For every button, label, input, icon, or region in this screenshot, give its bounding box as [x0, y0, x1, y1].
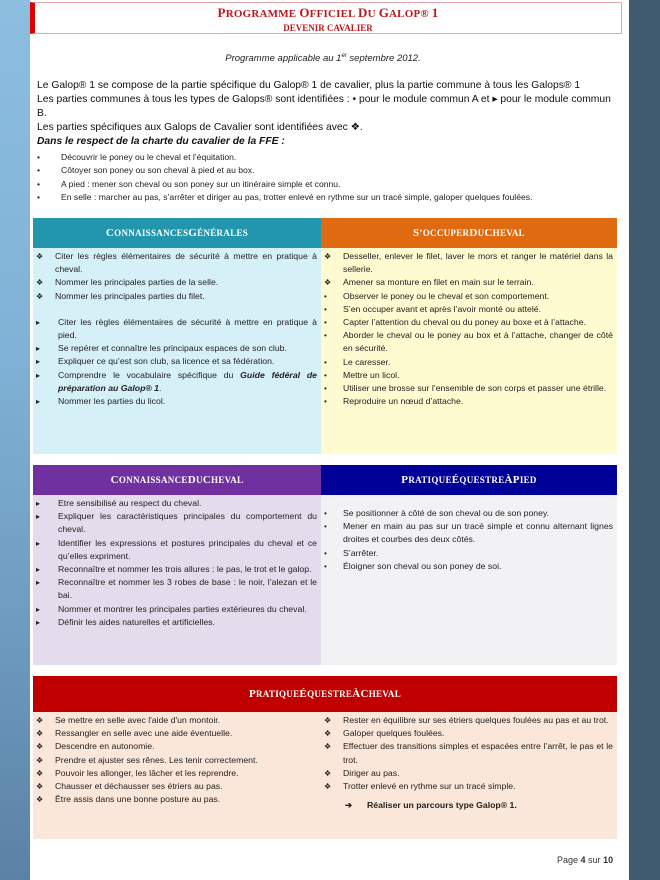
list-item [33, 793, 321, 806]
bullet-icon: • [324, 304, 327, 314]
list-item [33, 342, 321, 355]
triangle-bullet-icon: ▸ [36, 357, 41, 367]
list-item-text: Expliquer les caractéristiques principales du comportement du cheval. [58, 511, 317, 535]
list-item [33, 754, 321, 767]
section-header: S ’OCCUPER D U C HEVAL [321, 218, 617, 248]
list-item-text: Se repérer et connaître les principaux espaces de son club. [58, 343, 287, 354]
list-item-text: Se mettre en selle avec l'aide d'un montoir. [55, 715, 221, 725]
list-item [321, 714, 617, 727]
bullet-icon: • [324, 397, 327, 407]
section-header: P RATIQUE É QUESTRE À C HEVAL [33, 676, 617, 712]
list-item-text: Comprendre le vocabulaire spécifique du Guide fédéral de préparation au Galop® 1. [58, 369, 317, 393]
list-item [321, 740, 617, 766]
bullet-icon: • [324, 509, 327, 518]
triangle-bullet-icon: ▸ [36, 512, 41, 522]
page-subtitle: DEVENIR CAVALIER [283, 23, 373, 33]
list-item [33, 616, 321, 629]
list-item [321, 303, 617, 316]
list-item [321, 276, 617, 289]
list-item [321, 290, 617, 303]
section-header: C ONNAISSANCES G ÉNÉRALES [33, 218, 321, 248]
bullet-icon: • [324, 548, 327, 558]
intro-line-1: Le Galop® 1 se compose de la partie spécifique du Galop® 1 de cavalier, plus la partie commune à tous les Galops® 1 [37, 80, 581, 91]
section-pratique-a-cheval [33, 676, 617, 839]
list-item [33, 510, 321, 536]
list-item [321, 560, 617, 573]
diamond-bullet-icon: ❖ [36, 782, 44, 792]
list-item-text: Citer les règles élémentaires de sécurité à mettre en pratique à cheval. [55, 251, 317, 275]
charte-item-text: Côtoyer son poney ou son cheval à pied et au box. [61, 165, 255, 176]
diamond-bullet-icon: ❖ [324, 252, 332, 261]
diamond-bullet-icon: ❖ [36, 742, 44, 752]
bullet-icon: • [324, 561, 327, 571]
charte-item-text: Découvrir le poney ou le cheval et l’équitation. [61, 152, 237, 162]
charte-item [37, 191, 622, 204]
intro-line-2: Les parties communes à tous les types de Galops® sont identifiées : • pour le module commun A et ▸ pour le module commun B. [37, 94, 611, 119]
list-item [321, 767, 617, 780]
list-item [321, 329, 617, 355]
section-body [321, 248, 617, 454]
list-item-text: Éloigner son cheval ou son poney de soi. [343, 560, 502, 571]
bullet-icon: • [37, 192, 41, 203]
bullet-icon: • [324, 318, 327, 328]
list-item-text: Identifier les expressions et postures principales du cheval et ce qu’elles expriment. [58, 537, 317, 561]
list-item-text: Définir les aides naturelles et artificielles. [58, 616, 215, 627]
applicable-text: Programme applicable au 1 [225, 53, 342, 65]
applicable-sup: er [341, 53, 347, 59]
charte-heading: Dans le respect de la charte du cavalier de la FFE : [37, 136, 285, 147]
triangle-bullet-icon: ▸ [36, 604, 41, 614]
triangle-bullet-icon: ▸ [36, 344, 41, 354]
triangle-bullet-icon: ▸ [36, 578, 41, 588]
list-item-text: Capter l’attention du cheval ou du poney au boxe et à l’attache. [343, 317, 586, 328]
list-item-text: Pouvoir les allonger, les lâcher et les reprendre. [55, 767, 239, 778]
list-item-text: Nommer et montrer les principales parties extérieures du cheval. [58, 603, 307, 614]
intro-line-3: Les parties spécifiques aux Galops de Cavalier sont identifiées avec ❖. [37, 122, 363, 133]
diamond-bullet-icon: ❖ [36, 291, 44, 301]
list-item [33, 537, 321, 563]
list-item [33, 290, 321, 303]
background-left [0, 0, 30, 880]
list-item-text: Observer le poney ou le cheval et son comportement. [343, 290, 550, 301]
list-item [33, 395, 321, 408]
list-item [321, 727, 617, 740]
list-item-text: Nommer les principales parties du filet. [55, 290, 205, 301]
list-item-text: S’arrêter. [343, 547, 379, 558]
section-body [33, 495, 321, 665]
page-number [557, 855, 613, 865]
list-item [321, 547, 617, 560]
list-item-text: Utiliser une brosse sur l’ensemble de son corps et passer une étrille. [343, 383, 607, 394]
spacer [33, 303, 321, 316]
list-item [33, 316, 321, 342]
charte-item [37, 178, 622, 191]
bullet-icon: • [324, 291, 327, 301]
list-item-text: Aborder le cheval ou le poney au box et à l’attache, changer de côté en sécurité. [343, 330, 613, 354]
diamond-bullet-icon: ❖ [36, 795, 44, 805]
charte-item-text: En selle : marcher au pas, s’arrêter et diriger au pas, trotter enlevé en rythme sur un tracé simple, galoper quelques foulées. [61, 192, 533, 203]
triangle-bullet-icon: ▸ [36, 499, 41, 508]
bullet-icon: • [324, 370, 327, 380]
bullet-icon: • [324, 522, 327, 532]
list-item-text: S’en occuper avant et après l’avoir monté ou attelé. [343, 303, 541, 314]
list-item [321, 356, 617, 369]
list-item [33, 276, 321, 289]
list-item [321, 316, 617, 329]
section-header: P RATIQUE É QUESTRE À P IED [321, 465, 617, 495]
page-current: 4 [580, 855, 586, 865]
list-item-text: Etre sensibilisé au respect du cheval. [58, 498, 202, 508]
section-connaissances-generales [33, 218, 321, 454]
list-item [33, 780, 321, 793]
section-body [321, 495, 617, 665]
list-item-text: Galoper quelques foulées. [343, 728, 445, 739]
page-title: PROGRAMME OFFICIEL DU GALOP® 1 [217, 5, 439, 20]
diamond-bullet-icon: ❖ [36, 716, 44, 725]
triangle-bullet-icon: ▸ [36, 317, 41, 327]
list-item [33, 727, 321, 740]
list-item-text: Reproduire un nœud d’attache. [343, 396, 464, 407]
bullet-icon: • [324, 357, 327, 367]
list-item-text: Chausser et déchausser ses étriers au pas. [55, 781, 223, 792]
page-label: Page [557, 855, 581, 865]
list-item [33, 740, 321, 753]
list-item [33, 714, 321, 727]
list-item [321, 507, 617, 520]
list-item-text: Nommer les parties du licol. [58, 396, 166, 407]
bullet-icon: • [37, 152, 41, 162]
section-pratique-a-pied [321, 465, 617, 665]
diamond-bullet-icon: ❖ [36, 729, 44, 739]
final-goal [321, 799, 617, 812]
list-item [321, 520, 617, 546]
final-goal-text: Réaliser un parcours type Galop® 1. [367, 800, 517, 811]
diamond-bullet-icon: ❖ [36, 252, 44, 261]
list-item-text: Être assis dans une bonne posture au pas. [55, 794, 221, 805]
list-item [33, 369, 321, 395]
list-item-text: Effectuer des transitions simples et espacées entre l’arrêt, le pas et le trot. [343, 741, 613, 765]
triangle-bullet-icon: ▸ [36, 370, 41, 380]
list-item [321, 780, 617, 793]
section-body [33, 248, 321, 454]
title-box [30, 2, 622, 34]
list-item-text: Le caresser. [343, 356, 391, 367]
bullet-icon: • [37, 165, 41, 176]
list-item [321, 369, 617, 382]
list-item [33, 355, 321, 368]
arrow-right-icon: ➔ [345, 800, 353, 811]
list-item [321, 382, 617, 395]
list-item-text: Nommer les principales parties de la selle. [55, 277, 219, 288]
list-item-text: Ressangler en selle avec une aide éventuelle. [55, 728, 233, 739]
list-item-text: Mener en main au pas sur un tracé simple et connu alternant lignes droites et courbes des deux côtés. [343, 521, 613, 545]
list-item-text: Rester en équilibre sur ses étriers quelques foulées au pas et au trot. [343, 715, 609, 725]
triangle-bullet-icon: ▸ [36, 565, 41, 575]
list-item-text: Se positionner à côté de son cheval ou de son poney. [343, 508, 550, 518]
list-item-text: Citer les règles élémentaires de sécurité à mettre en pratique à pied. [58, 316, 317, 341]
section-connaissance-du-cheval [33, 465, 321, 665]
diamond-bullet-icon: ❖ [36, 755, 44, 765]
list-item-text: Descendre en autonomie. [55, 741, 155, 752]
list-item-text: Amener sa monture en filet en main sur le terrain. [343, 277, 534, 288]
bullet-icon: • [37, 178, 41, 189]
list-item-text: Expliquer ce qu’est son club, sa licence et sa fédération. [58, 356, 275, 367]
list-item-text: Reconnaître et nommer les 3 robes de base : le noir, l’alezan et le bai. [58, 577, 317, 601]
list-item [33, 250, 321, 276]
intro-text [37, 79, 622, 149]
list-item [33, 497, 321, 510]
page-total: 10 [603, 855, 614, 865]
section-header: C ONNAISSANCE D U C HEVAL [33, 465, 321, 495]
list-item-text: Prendre et ajuster ses rênes. Les tenir correctement. [55, 754, 258, 765]
diamond-bullet-icon: ❖ [324, 782, 332, 792]
diamond-bullet-icon: ❖ [324, 768, 332, 778]
section-soccuper-du-cheval [321, 218, 617, 454]
diamond-bullet-icon: ❖ [324, 729, 332, 739]
list-item-text: Mettre un licol. [343, 369, 400, 380]
diamond-bullet-icon: ❖ [324, 742, 332, 752]
bullet-icon: • [324, 331, 327, 341]
triangle-bullet-icon: ▸ [36, 538, 41, 548]
right-column [321, 714, 617, 839]
applicable-date [30, 53, 616, 64]
list-item-text: Desseller, enlever le filet, laver le mors et ranger le matériel dans la sellerie. [343, 251, 613, 275]
charte-item [37, 151, 622, 164]
bullet-icon: • [324, 384, 327, 394]
charte-list [37, 151, 622, 205]
list-item [321, 395, 617, 408]
diamond-bullet-icon: ❖ [36, 278, 44, 288]
list-item-text: Trotter enlevé en rythme sur un tracé simple. [343, 781, 516, 792]
background-right [629, 0, 660, 880]
charte-item-text: A pied : mener son cheval ou son poney sur un itinéraire simple et connu. [61, 178, 341, 189]
diamond-bullet-icon: ❖ [36, 768, 44, 778]
list-item-text: Reconnaître et nommer les trois allures : le pas, le trot et le galop. [58, 564, 312, 575]
list-item [33, 576, 321, 602]
triangle-bullet-icon: ▸ [36, 617, 41, 627]
diamond-bullet-icon: ❖ [324, 278, 332, 288]
guide-title: Guide fédéral de préparation au Galop® 1 [58, 369, 317, 393]
section-body [33, 712, 617, 839]
list-item [321, 250, 617, 276]
document-page [30, 0, 629, 880]
page-sep: sur [585, 855, 604, 865]
left-column [33, 714, 321, 839]
applicable-text-end: septembre 2012. [346, 53, 421, 65]
list-item [33, 603, 321, 616]
diamond-bullet-icon: ❖ [324, 716, 332, 725]
list-item-text: Diriger au pas. [343, 767, 400, 778]
list-item [33, 563, 321, 576]
charte-item [37, 164, 622, 177]
triangle-bullet-icon: ▸ [36, 397, 41, 407]
list-item [33, 767, 321, 780]
